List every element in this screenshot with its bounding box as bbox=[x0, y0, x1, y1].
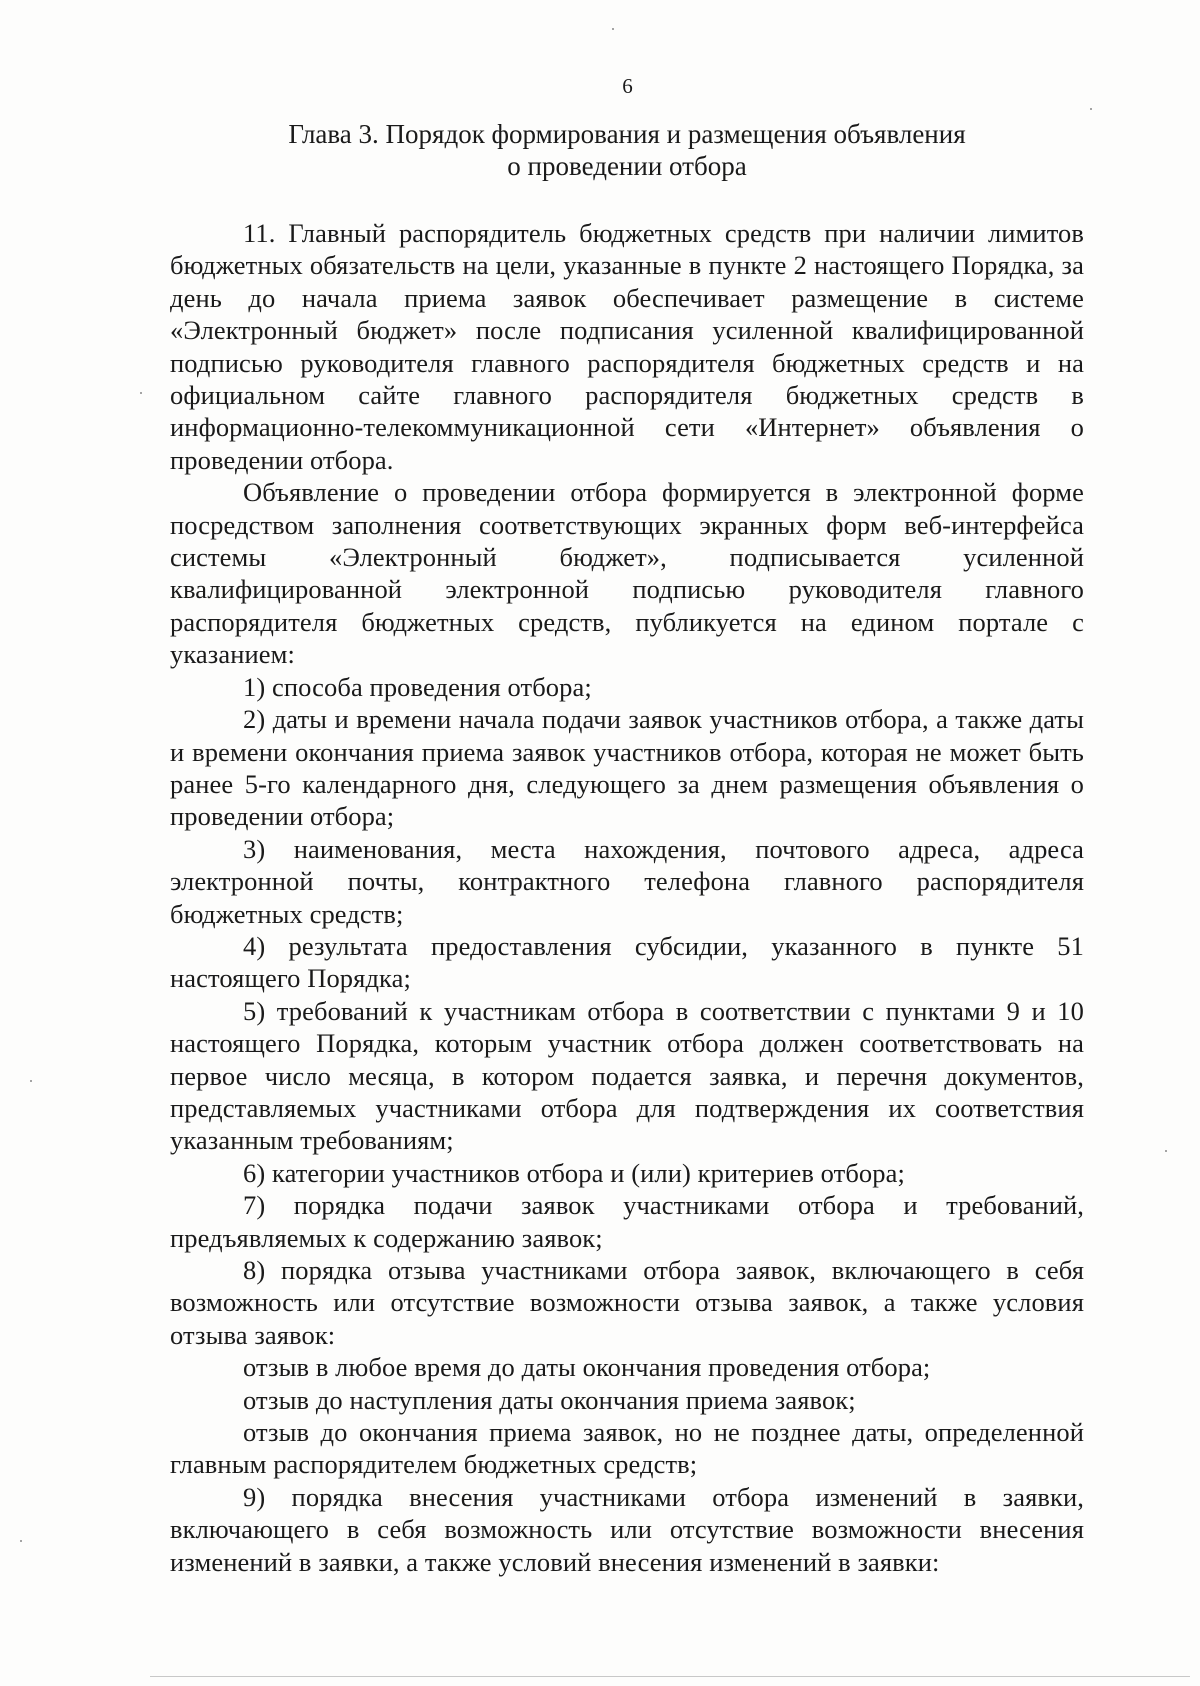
list-item-5: 5) требований к участникам отбора в соответствии с пунктами 9 и 10 настоящего Порядка, которым участник отбора должен соответствовать на первое число месяца, в котором подается заявка, и перечня документов, представляемых участниками отбора для подтверждения их соответствия указанным требованиям; bbox=[170, 995, 1084, 1156]
list-item-2: 2) даты и времени начала подачи заявок участников отбора, а также даты и времени окончания приема заявок участников отбора, которая не может быть ранее 5-го календарного дня, следующего за днем размещения объявления о проведении отбора; bbox=[170, 704, 1084, 832]
chapter-title-line-2: о проведении отбора bbox=[507, 151, 747, 181]
list-item-1: 1) способа проведения отбора; bbox=[243, 671, 592, 702]
scan-edge-line bbox=[150, 1676, 1190, 1677]
scan-speck bbox=[30, 1080, 32, 1082]
withdrawal-option-3: отзыв до окончания приема заявок, но не позднее даты, определенной главным распорядителем бюджетных средств; bbox=[170, 1417, 1084, 1480]
list-item-7: 7) порядка подачи заявок участниками отбора и требований, предъявляемых к содержанию заявок; bbox=[170, 1190, 1084, 1253]
scan-speck bbox=[140, 392, 142, 394]
chapter-title-line-1: Глава 3. Порядок формирования и размещения объявления bbox=[288, 119, 966, 149]
list-item-6: 6) категории участников отбора и (или) критериев отбора; bbox=[243, 1157, 905, 1188]
withdrawal-option-1: отзыв в любое время до даты окончания проведения отбора; bbox=[243, 1352, 931, 1383]
page-number: 6 bbox=[622, 74, 633, 98]
scan-speck bbox=[612, 28, 614, 30]
list-item-4: 4) результата предоставления субсидии, указанного в пункте 51 настоящего Порядка; bbox=[170, 930, 1084, 994]
paragraph-11: 11. Главный распорядитель бюджетных средств при наличии лимитов бюджетных обязательств на цели, указанные в пункте 2 настоящего Порядка, за день до начала приема заявок обеспечивает размещение в системе «Электронный бюджет» после подписания усиленной квалифицированной подписью руководителя главного распорядителя бюджетных средств и на официальном сайте главного распорядителя бюджетных средств в информационно-телекоммуникационной сети «Интернет» объявления о проведении отбора. bbox=[170, 218, 1084, 475]
paragraph-announcement: Объявление о проведении отбора формируется в электронной форме посредством заполнения соответствующих экранных форм веб-интерфейса системы «Электронный бюджет», подписывается усиленной квалифицированной электронной подписью руководителя главного распорядителя бюджетных средств, публикуется на едином портале с указанием: bbox=[170, 477, 1084, 670]
list-item-8: 8) порядка отзыва участниками отбора заявок, включающего в себя возможность или отсутствие возможности отзыва заявок, а также условия отзыва заявок: bbox=[170, 1255, 1084, 1350]
withdrawal-option-2: отзыв до наступления даты окончания приема заявок; bbox=[243, 1384, 856, 1415]
list-item-9: 9) порядка внесения участниками отбора изменений в заявки, включающего в себя возможность или отсутствие возможности внесения изменений в заявки, а также условий внесения изменений в заявки: bbox=[170, 1481, 1084, 1577]
list-item-3: 3) наименования, места нахождения, почтового адреса, адреса электронной почты, контрактного телефона главного распорядителя бюджетных средств; bbox=[170, 833, 1084, 929]
scan-speck bbox=[1165, 1150, 1167, 1152]
scan-speck bbox=[1090, 108, 1092, 110]
chapter-title bbox=[170, 118, 1084, 182]
scan-speck bbox=[20, 1540, 22, 1542]
document-body bbox=[170, 217, 1084, 1578]
